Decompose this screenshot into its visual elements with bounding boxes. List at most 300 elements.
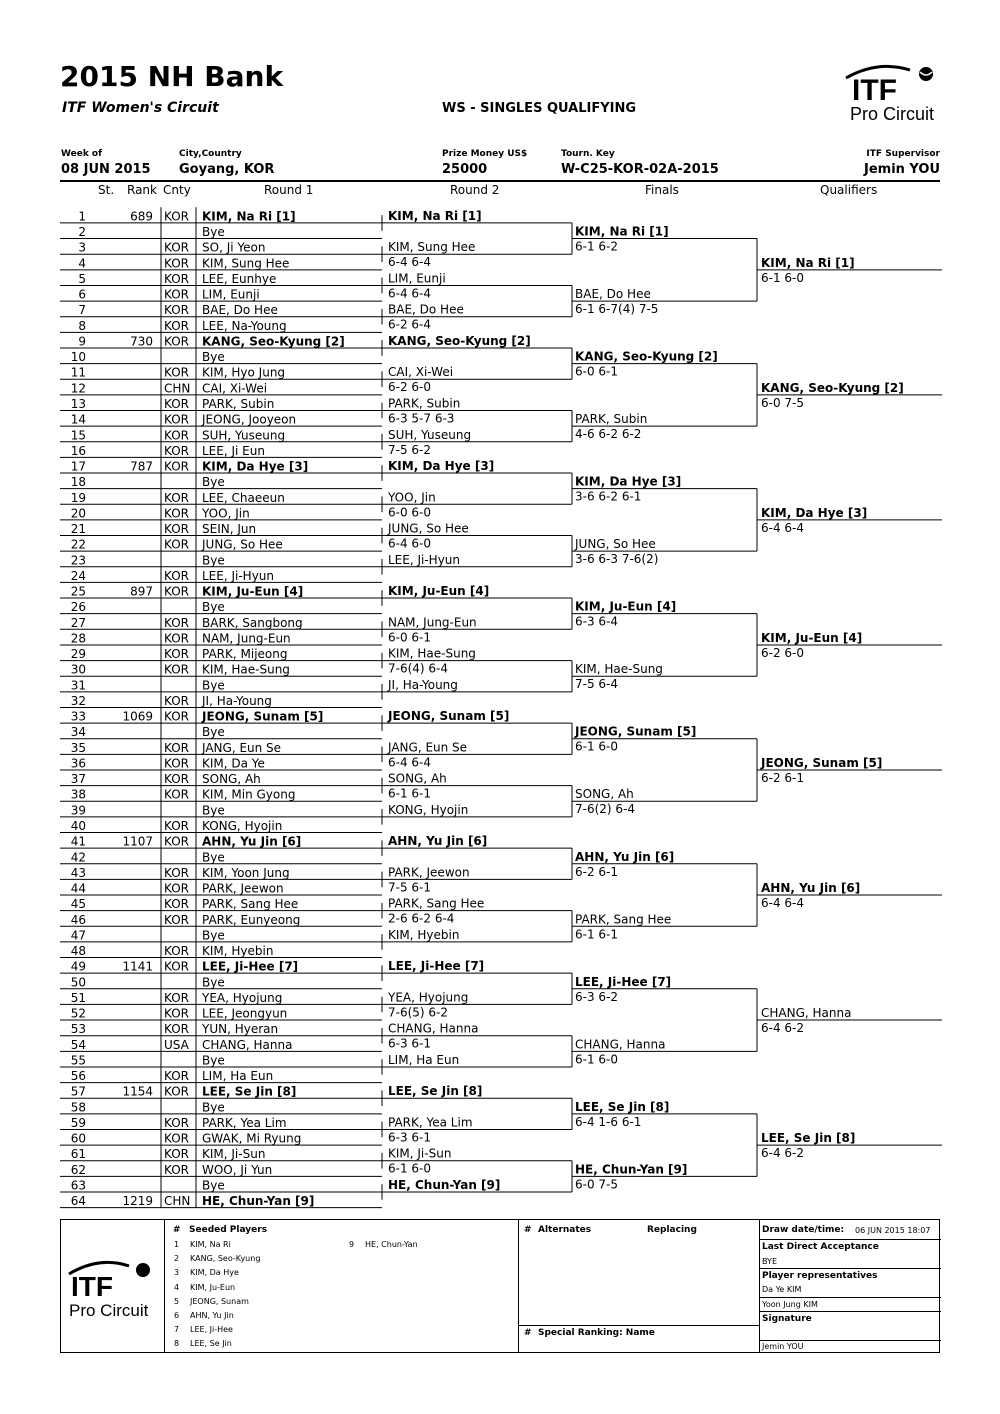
r1-player-name: Bye bbox=[202, 1053, 225, 1068]
r1-player-name: LEE, Ji-Hee [7] bbox=[202, 959, 299, 974]
draw-position: 64 bbox=[70, 1194, 86, 1209]
player-country: KOR bbox=[164, 1006, 189, 1021]
draw-position: 30 bbox=[70, 662, 86, 677]
draw-position: 8 bbox=[78, 318, 86, 333]
r2-player-name: YEA, Hyojung bbox=[388, 990, 469, 1005]
player-country: KOR bbox=[164, 819, 189, 833]
seeded-player-name: KIM, Da Hye bbox=[190, 1268, 239, 1278]
draw-position: 52 bbox=[70, 1006, 86, 1021]
player-rank: 1154 bbox=[122, 1084, 153, 1099]
qualifier-score: 6-2 6-1 bbox=[761, 770, 805, 785]
r1-player-name: CHANG, Hanna bbox=[202, 1037, 293, 1052]
qualifier-score: 6-2 6-0 bbox=[761, 645, 805, 660]
r2-score: 6-4 6-4 bbox=[388, 755, 432, 770]
alternates-section bbox=[518, 1220, 760, 1352]
r2-player-name: AHN, Yu Jin [6] bbox=[388, 834, 488, 849]
qualifier-name: JEONG, Sunam [5] bbox=[761, 755, 883, 770]
player-country: KOR bbox=[164, 1115, 189, 1130]
footer-logo-itf-text: ITF bbox=[71, 1271, 113, 1302]
seeded-number: 9 bbox=[349, 1240, 355, 1249]
finals-player-name: KIM, Hae-Sung bbox=[575, 662, 663, 677]
player-country: KOR bbox=[164, 287, 189, 302]
draw-date-value: 06 JUN 2015 18:07 bbox=[855, 1226, 931, 1235]
special-ranking-divider bbox=[518, 1325, 759, 1326]
r2-score: 6-0 6-0 bbox=[388, 505, 432, 520]
player-country: KOR bbox=[164, 256, 189, 271]
draw-date-label: Draw date/time: bbox=[762, 1225, 845, 1235]
finals-score: 6-0 7-5 bbox=[575, 1177, 619, 1192]
r2-player-name: YOO, Jin bbox=[388, 490, 436, 505]
player-country: KOR bbox=[164, 506, 189, 521]
logo-itf-text: ITF bbox=[852, 74, 897, 107]
r2-score: 6-3 5-7 6-3 bbox=[388, 411, 455, 426]
r2-score: 6-2 6-4 bbox=[388, 317, 432, 332]
r1-player-name: PARK, Mijeong bbox=[202, 647, 288, 662]
player-country: KOR bbox=[164, 522, 189, 537]
r2-player-name: LEE, Ji-Hee [7] bbox=[388, 959, 485, 974]
seeded-number: 5 bbox=[174, 1296, 180, 1306]
r2-score: 6-4 6-4 bbox=[388, 255, 432, 270]
draw-position: 27 bbox=[70, 615, 86, 630]
footer-logo-ball bbox=[136, 1263, 150, 1277]
r1-player-name: Bye bbox=[202, 1100, 225, 1115]
player-country: KOR bbox=[164, 396, 189, 411]
finals-player-name: AHN, Yu Jin [6] bbox=[575, 849, 675, 864]
r1-player-name: PARK, Jeewon bbox=[202, 881, 284, 896]
r1-player-name: HE, Chun-Yan [9] bbox=[202, 1194, 315, 1209]
r1-player-name: Bye bbox=[202, 553, 225, 568]
r2-player-name: PARK, Jeewon bbox=[388, 865, 470, 880]
r1-player-name: Bye bbox=[202, 350, 225, 365]
finals-score: 6-1 6-0 bbox=[575, 739, 619, 754]
tourn-key-label: Tourn. Key bbox=[561, 149, 615, 159]
r2-player-name: KANG, Seo-Kyung [2] bbox=[388, 333, 531, 348]
finals-player-name: KIM, Da Hye [3] bbox=[575, 474, 682, 489]
itf-logo bbox=[838, 58, 948, 128]
player-country: KOR bbox=[164, 365, 189, 380]
player-country: KOR bbox=[164, 443, 189, 458]
replacing-title: Replacing bbox=[647, 1225, 697, 1235]
r1-player-name: PARK, Eunyeong bbox=[202, 912, 301, 927]
draw-position: 29 bbox=[70, 647, 86, 662]
lda-value: BYE bbox=[762, 1257, 777, 1266]
r1-player-name: JI, Ha-Young bbox=[202, 693, 272, 708]
supervisor-label: ITF Supervisor bbox=[866, 149, 940, 159]
r1-player-name: YUN, Hyeran bbox=[202, 1022, 279, 1037]
r1-player-name: NAM, Jung-Eun bbox=[202, 631, 291, 646]
r1-player-name: LIM, Ha Eun bbox=[202, 1069, 274, 1084]
r2-score: 7-6(5) 6-2 bbox=[388, 1005, 449, 1020]
draw-position: 16 bbox=[70, 443, 86, 458]
signature-value: Jemin YOU bbox=[762, 1342, 804, 1351]
draw-position: 11 bbox=[70, 365, 86, 380]
finals-player-name: KIM, Na Ri [1] bbox=[575, 224, 669, 239]
player-country: USA bbox=[164, 1037, 189, 1052]
r2-player-name: KIM, Na Ri [1] bbox=[388, 208, 482, 223]
draw-position: 18 bbox=[70, 475, 86, 490]
draw-position: 48 bbox=[70, 944, 86, 959]
r2-player-name: NAM, Jung-Eun bbox=[388, 615, 477, 630]
draw-position: 21 bbox=[70, 522, 86, 537]
finals-score: 7-5 6-4 bbox=[575, 677, 619, 692]
player-rank: 1107 bbox=[122, 834, 153, 849]
finals-score: 6-3 6-4 bbox=[575, 614, 619, 629]
player-country: KOR bbox=[164, 568, 189, 583]
player-country: KOR bbox=[164, 912, 189, 927]
draw-position: 17 bbox=[70, 459, 86, 474]
r1-player-name: WOO, Ji Yun bbox=[202, 1162, 273, 1177]
r2-player-name: KIM, Hae-Sung bbox=[388, 646, 476, 661]
seeded-player-name: KIM, Na Ri bbox=[190, 1240, 231, 1249]
event-name: WS - SINGLES QUALIFYING bbox=[442, 101, 637, 116]
logo-pro-circuit-text: Pro Circuit bbox=[850, 104, 935, 124]
r2-player-name: KIM, Ju-Eun [4] bbox=[388, 584, 490, 599]
r2-score: 6-1 6-0 bbox=[388, 1161, 432, 1176]
r1-player-name: Bye bbox=[202, 475, 225, 490]
player-country: CHN bbox=[164, 381, 191, 396]
player-country: KOR bbox=[164, 709, 189, 724]
player-country: KOR bbox=[164, 740, 189, 755]
seeded-player-name: JEONG, Sunam bbox=[190, 1296, 249, 1306]
circuit-subtitle: ITF Women's Circuit bbox=[62, 100, 219, 116]
draw-position: 22 bbox=[70, 537, 86, 552]
finals-score: 7-6(2) 6-4 bbox=[575, 802, 636, 817]
player-rank: 1069 bbox=[122, 709, 153, 724]
player-country: KOR bbox=[164, 1084, 189, 1099]
prize-value: 25000 bbox=[442, 162, 488, 177]
draw-position: 51 bbox=[70, 990, 86, 1005]
r2-player-name: PARK, Yea Lim bbox=[388, 1115, 473, 1130]
r1-player-name: LEE, Eunhye bbox=[202, 271, 277, 286]
special-ranking-hash: # bbox=[524, 1328, 532, 1338]
logo-ball bbox=[919, 67, 933, 81]
r1-player-name: KIM, Hae-Sung bbox=[202, 662, 290, 677]
player-country: KOR bbox=[164, 459, 189, 474]
r1-player-name: Bye bbox=[202, 225, 225, 240]
r1-player-name: SONG, Ah bbox=[202, 772, 261, 787]
draw-position: 5 bbox=[78, 271, 86, 286]
finals-score: 3-6 6-3 7-6(2) bbox=[575, 552, 659, 567]
player-country: KOR bbox=[164, 772, 189, 787]
draw-position: 62 bbox=[70, 1162, 86, 1177]
player-country: KOR bbox=[164, 334, 189, 349]
r1-player-name: YEA, Hyojung bbox=[202, 990, 283, 1005]
finals-score: 6-2 6-1 bbox=[575, 864, 619, 879]
player-rank: 787 bbox=[130, 459, 153, 474]
player-country: KOR bbox=[164, 537, 189, 552]
r2-score: 6-4 6-0 bbox=[388, 536, 432, 551]
qualifier-name: CHANG, Hanna bbox=[761, 1006, 852, 1021]
r1-player-name: KIM, Hyo Jung bbox=[202, 365, 286, 380]
footer-logo-pro-circuit-text: Pro Circuit bbox=[69, 1301, 149, 1320]
r1-player-name: Bye bbox=[202, 600, 225, 615]
city-label: City,Country bbox=[179, 149, 242, 159]
rep-2: Yoon Jung KIM bbox=[762, 1300, 818, 1309]
finals-player-name: KANG, Seo-Kyung [2] bbox=[575, 349, 718, 364]
draw-position: 10 bbox=[70, 350, 86, 365]
draw-position: 34 bbox=[70, 725, 86, 740]
player-country: KOR bbox=[164, 271, 189, 286]
draw-position: 3 bbox=[78, 240, 86, 255]
r2-score: 6-3 6-1 bbox=[388, 1130, 432, 1145]
r1-player-name: PARK, Sang Hee bbox=[202, 897, 299, 912]
week-label: Week of bbox=[61, 149, 103, 159]
r2-player-name: PARK, Sang Hee bbox=[388, 896, 485, 911]
draw-position: 36 bbox=[70, 756, 86, 771]
footer-logo-cell bbox=[61, 1220, 165, 1352]
supervisor-value: Jemin YOU bbox=[864, 162, 940, 177]
signature-label: Signature bbox=[762, 1314, 812, 1324]
r1-player-name: CAI, Xi-Wei bbox=[202, 381, 268, 396]
player-rank: 689 bbox=[130, 209, 153, 224]
draw-position: 49 bbox=[70, 959, 86, 974]
player-country: KOR bbox=[164, 881, 189, 896]
draw-position: 43 bbox=[70, 865, 86, 880]
draw-position: 37 bbox=[70, 772, 86, 787]
draw-position: 25 bbox=[70, 584, 86, 599]
r2-player-name: LIM, Eunji bbox=[388, 271, 446, 286]
finals-score: 3-6 6-2 6-1 bbox=[575, 489, 642, 504]
r2-player-name: KIM, Hyebin bbox=[388, 927, 460, 942]
city-value: Goyang, KOR bbox=[179, 162, 275, 177]
r1-player-name: KIM, Na Ri [1] bbox=[202, 209, 296, 224]
draw-info-divider-4 bbox=[759, 1311, 941, 1312]
draw-position: 41 bbox=[70, 834, 86, 849]
player-country: KOR bbox=[164, 865, 189, 880]
r1-player-name: Bye bbox=[202, 678, 225, 693]
seeded-player-name: HE, Chun-Yan bbox=[365, 1240, 418, 1249]
qualifier-name: KIM, Na Ri [1] bbox=[761, 255, 855, 270]
r1-player-name: Bye bbox=[202, 803, 225, 818]
r1-player-name: KIM, Da Ye bbox=[202, 756, 265, 771]
finals-score: 6-3 6-2 bbox=[575, 989, 619, 1004]
r1-player-name: KANG, Seo-Kyung [2] bbox=[202, 334, 345, 349]
r1-player-name: YOO, Jin bbox=[202, 506, 250, 521]
seeded-player-name: KIM, Ju-Eun bbox=[190, 1282, 236, 1292]
draw-position: 9 bbox=[78, 334, 86, 349]
player-country: KOR bbox=[164, 428, 189, 443]
r2-player-name: KONG, Hyojin bbox=[388, 802, 469, 817]
r2-player-name: JANG, Eun Se bbox=[388, 740, 468, 755]
player-country: CHN bbox=[164, 1194, 191, 1209]
r2-player-name: KIM, Ji-Sun bbox=[388, 1146, 452, 1161]
draw-position: 50 bbox=[70, 975, 86, 990]
finals-player-name: JUNG, So Hee bbox=[575, 537, 656, 552]
draw-position: 58 bbox=[70, 1100, 86, 1115]
finals-score: 6-0 6-1 bbox=[575, 364, 619, 379]
itf-logo-graphic bbox=[838, 58, 948, 128]
r1-player-name: KIM, Da Hye [3] bbox=[202, 459, 309, 474]
r2-player-name: SUH, Yuseung bbox=[388, 427, 472, 442]
footer-panel bbox=[60, 1219, 940, 1353]
r1-player-name: Bye bbox=[202, 850, 225, 865]
r2-player-name: LEE, Se Jin [8] bbox=[388, 1084, 483, 1099]
seeded-number: 2 bbox=[174, 1254, 180, 1264]
r1-player-name: LIM, Eunji bbox=[202, 287, 260, 302]
r1-player-name: AHN, Yu Jin [6] bbox=[202, 834, 302, 849]
tournament-title: 2015 NH Bank bbox=[60, 60, 284, 93]
draw-position: 35 bbox=[70, 740, 86, 755]
draw-position: 7 bbox=[78, 303, 86, 318]
finals-score: 6-4 1-6 6-1 bbox=[575, 1114, 642, 1129]
draw-position: 13 bbox=[70, 396, 86, 411]
draw-position: 60 bbox=[70, 1131, 86, 1146]
player-country: KOR bbox=[164, 303, 189, 318]
r2-player-name: CAI, Xi-Wei bbox=[388, 365, 454, 380]
r1-player-name: KIM, Hyebin bbox=[202, 944, 274, 959]
r1-player-name: KIM, Yoon Jung bbox=[202, 865, 290, 880]
reps-label: Player representatives bbox=[762, 1271, 878, 1281]
draw-position: 56 bbox=[70, 1069, 86, 1084]
draw-position: 31 bbox=[70, 678, 86, 693]
r2-player-name: LIM, Ha Eun bbox=[388, 1052, 460, 1067]
qualifier-score: 6-4 6-4 bbox=[761, 520, 805, 535]
draw-position: 46 bbox=[70, 912, 86, 927]
draw-position: 45 bbox=[70, 897, 86, 912]
r2-score: 6-2 6-0 bbox=[388, 380, 432, 395]
seeded-number: 8 bbox=[174, 1339, 180, 1349]
r2-score: 7-6(4) 6-4 bbox=[388, 661, 449, 676]
r2-player-name: JI, Ha-Young bbox=[388, 677, 458, 692]
draw-position: 14 bbox=[70, 412, 86, 427]
qualifier-name: AHN, Yu Jin [6] bbox=[761, 881, 861, 896]
r2-score: 6-4 6-4 bbox=[388, 286, 432, 301]
finals-player-name: CHANG, Hanna bbox=[575, 1037, 666, 1052]
qualifier-score: 6-4 6-4 bbox=[761, 896, 805, 911]
r2-score: 6-3 6-1 bbox=[388, 1036, 432, 1051]
r1-player-name: SUH, Yuseung bbox=[202, 428, 286, 443]
draw-position: 12 bbox=[70, 381, 86, 396]
seeded-number: 6 bbox=[174, 1311, 180, 1320]
special-ranking-title: Special Ranking: Name bbox=[538, 1328, 655, 1338]
player-country: KOR bbox=[164, 990, 189, 1005]
player-country: KOR bbox=[164, 631, 189, 646]
draw-position: 61 bbox=[70, 1147, 86, 1162]
r1-player-name: SEIN, Jun bbox=[202, 522, 257, 537]
r2-player-name: LEE, Ji-Hyun bbox=[388, 552, 461, 567]
finals-player-name: BAE, Do Hee bbox=[575, 287, 651, 302]
seeded-player-name: LEE, Ji-Hee bbox=[190, 1325, 233, 1335]
r1-player-name: LEE, Ji Eun bbox=[202, 443, 265, 458]
draw-position: 26 bbox=[70, 600, 86, 615]
r1-player-name: PARK, Yea Lim bbox=[202, 1115, 287, 1130]
qualifier-name: KANG, Seo-Kyung [2] bbox=[761, 380, 904, 395]
draw-position: 15 bbox=[70, 428, 86, 443]
player-country: KOR bbox=[164, 944, 189, 959]
finals-player-name: LEE, Se Jin [8] bbox=[575, 1099, 670, 1114]
draw-position: 59 bbox=[70, 1115, 86, 1130]
draw-info-divider-2 bbox=[759, 1268, 941, 1269]
col-header-round2: Round 2 bbox=[450, 183, 500, 197]
player-country: KOR bbox=[164, 490, 189, 505]
r2-player-name: KIM, Sung Hee bbox=[388, 240, 476, 255]
r1-player-name: KIM, Ji-Sun bbox=[202, 1147, 266, 1162]
seeded-number: 3 bbox=[174, 1268, 180, 1278]
player-country: KOR bbox=[164, 318, 189, 333]
col-header-st: St. bbox=[98, 183, 115, 197]
draw-position: 39 bbox=[70, 803, 86, 818]
qualifier-name: KIM, Ju-Eun [4] bbox=[761, 630, 863, 645]
draw-position: 32 bbox=[70, 693, 86, 708]
r1-player-name: LEE, Ji-Hyun bbox=[202, 568, 275, 583]
r1-player-name: KIM, Sung Hee bbox=[202, 256, 290, 271]
r1-player-name: JANG, Eun Se bbox=[202, 740, 282, 755]
r2-score: 7-5 6-1 bbox=[388, 880, 432, 895]
player-country: KOR bbox=[164, 1022, 189, 1037]
r1-player-name: JUNG, So Hee bbox=[202, 537, 283, 552]
alternates-title: Alternates bbox=[538, 1225, 592, 1235]
r1-player-name: GWAK, Mi Ryung bbox=[202, 1131, 302, 1146]
col-header-qualifiers: Qualifiers bbox=[820, 183, 878, 197]
draw-position: 2 bbox=[78, 225, 86, 240]
r2-score: 2-6 6-2 6-4 bbox=[388, 911, 455, 926]
tourn-key-value: W-C25-KOR-02A-2015 bbox=[561, 162, 719, 177]
finals-score: 4-6 6-2 6-2 bbox=[575, 427, 642, 442]
finals-score: 6-1 6-0 bbox=[575, 1052, 619, 1067]
player-country: KOR bbox=[164, 1069, 189, 1084]
draw-position: 57 bbox=[70, 1084, 86, 1099]
draw-position: 40 bbox=[70, 819, 86, 833]
finals-player-name: HE, Chun-Yan [9] bbox=[575, 1162, 688, 1177]
finals-player-name: PARK, Sang Hee bbox=[575, 912, 672, 927]
r2-score: 7-5 6-2 bbox=[388, 442, 432, 457]
r1-player-name: JEONG, Jooyeon bbox=[202, 412, 297, 427]
seeded-number: 4 bbox=[174, 1282, 180, 1292]
player-country: KOR bbox=[164, 1162, 189, 1177]
draw-position: 1 bbox=[78, 209, 86, 224]
player-country: KOR bbox=[164, 693, 189, 708]
prize-label: Prize Money US$ bbox=[442, 149, 528, 159]
draw-position: 53 bbox=[70, 1022, 86, 1037]
draw-position: 33 bbox=[70, 709, 86, 724]
player-rank: 897 bbox=[130, 584, 153, 599]
r1-player-name: Bye bbox=[202, 725, 225, 740]
seeded-player-name: AHN, Yu Jin bbox=[190, 1311, 234, 1320]
player-country: KOR bbox=[164, 584, 189, 599]
player-country: KOR bbox=[164, 1131, 189, 1146]
col-header-rank: Rank bbox=[127, 183, 157, 197]
col-header-cnty: Cnty bbox=[163, 183, 191, 197]
r1-player-name: KIM, Min Gyong bbox=[202, 787, 296, 802]
qualifier-score: 6-4 6-2 bbox=[761, 1146, 805, 1161]
player-country: KOR bbox=[164, 897, 189, 912]
r2-player-name: HE, Chun-Yan [9] bbox=[388, 1177, 501, 1192]
draw-info-divider-5 bbox=[759, 1340, 941, 1341]
week-value: 08 JUN 2015 bbox=[61, 162, 151, 177]
seeded-players-section bbox=[164, 1220, 519, 1352]
r1-player-name: SO, Ji Yeon bbox=[202, 240, 266, 255]
draw-position: 23 bbox=[70, 553, 86, 568]
footer-itf-logo bbox=[63, 1254, 163, 1324]
draw-bracket bbox=[60, 200, 960, 1210]
player-country: KOR bbox=[164, 209, 189, 224]
draw-info-section bbox=[759, 1220, 941, 1352]
r1-player-name: LEE, Na-Young bbox=[202, 318, 287, 333]
draw-info-divider-3 bbox=[759, 1297, 941, 1298]
r1-player-name: Bye bbox=[202, 928, 225, 943]
player-rank: 1219 bbox=[122, 1194, 153, 1209]
header-divider bbox=[60, 180, 940, 182]
r2-score: 6-1 6-1 bbox=[388, 786, 432, 801]
r2-player-name: CHANG, Hanna bbox=[388, 1021, 479, 1036]
r1-player-name: LEE, Jeongyun bbox=[202, 1006, 288, 1021]
r1-player-name: Bye bbox=[202, 975, 225, 990]
r2-player-name: SONG, Ah bbox=[388, 771, 447, 786]
alternates-hash: # bbox=[524, 1225, 532, 1235]
r2-player-name: KIM, Da Hye [3] bbox=[388, 459, 495, 474]
player-country: KOR bbox=[164, 615, 189, 630]
player-country: KOR bbox=[164, 1147, 189, 1162]
